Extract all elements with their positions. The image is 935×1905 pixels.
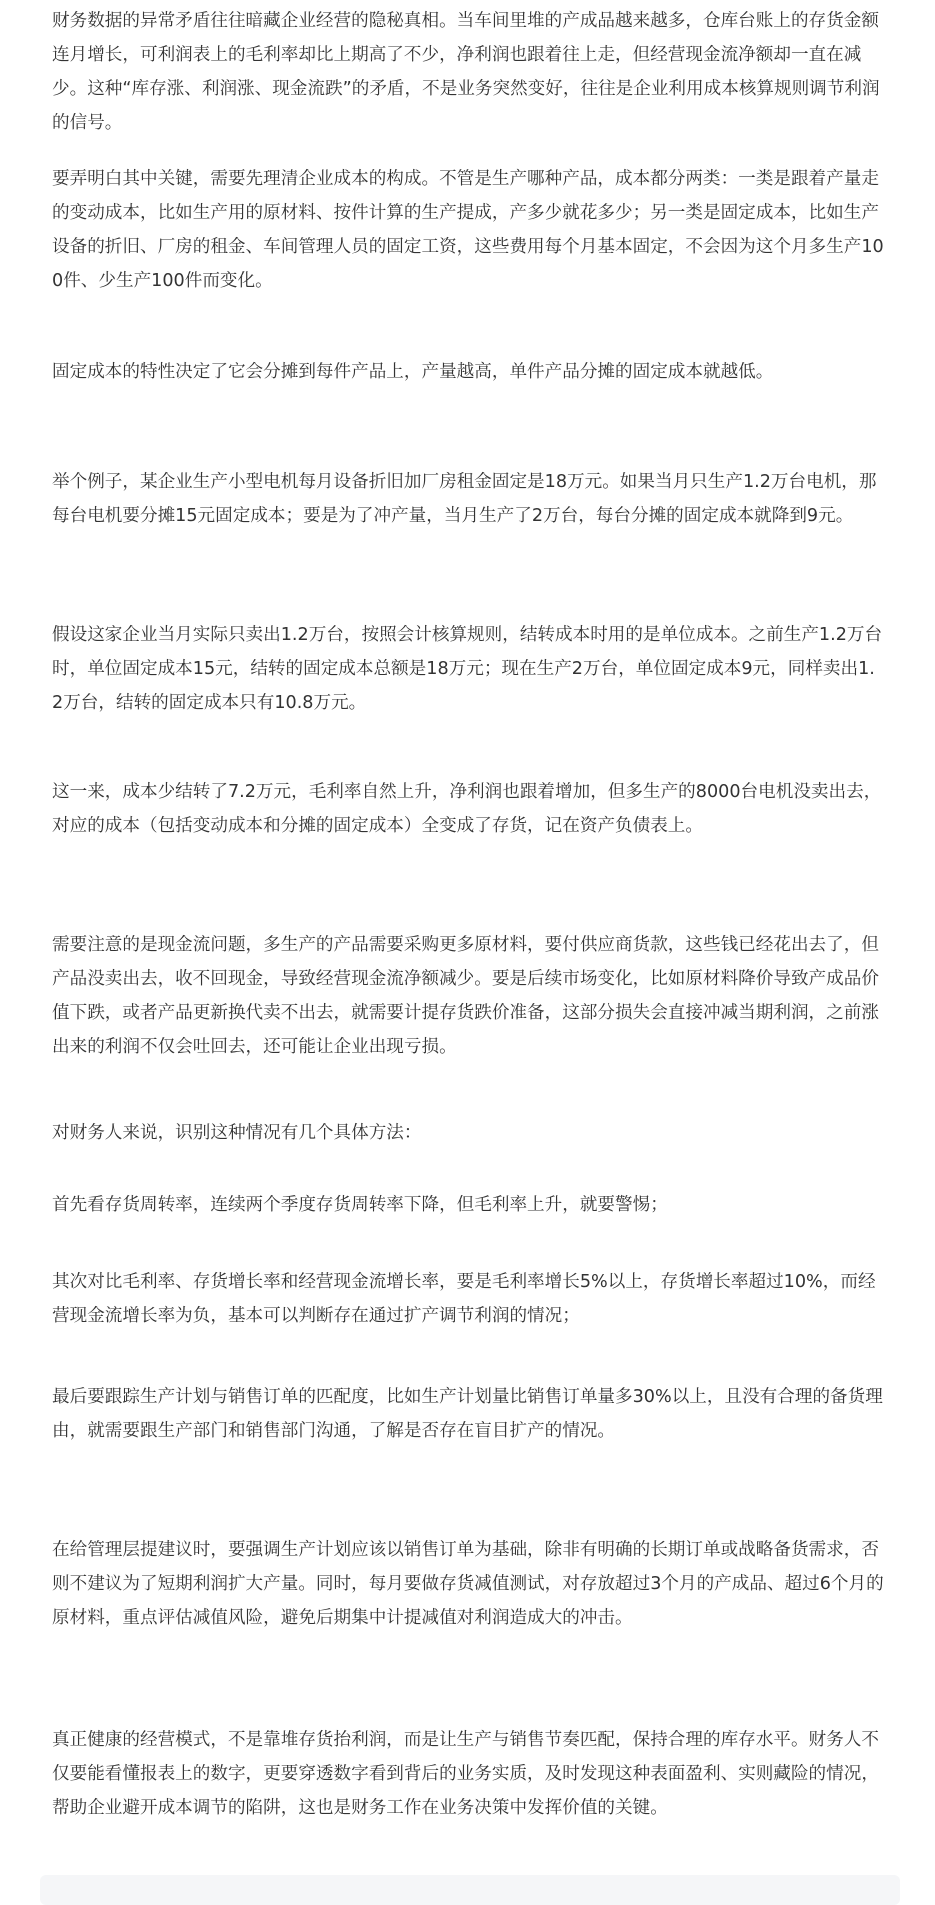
paragraph-1: 财务数据的异常矛盾往往暗藏企业经营的隐秘真相。当车间里堆的产成品越来越多，仓库台账上的存货金额连月增长，可利润表上的毛利率却比上期高了不少，净利润也跟着往上走，但经营现金流净额却一直在减少。这种“库存涨、利润涨、现金流跌”的矛盾，不是业务突然变好，往往是企业利用成本核算规则调节利润的信号。 [52, 11, 880, 133]
paragraph-12: 在给管理层提建议时，要强调生产计划应该以销售订单为基础，除非有明确的长期订单或战略备货需求，否则不建议为了短期利润扩大产量。同时，每月要做存货减值测试，对存放超过3个月的产成品、超过6个月的原材料，重点评估减值风险，避免后期集中计提减值对利润造成大的冲击。 [52, 1540, 884, 1628]
paragraph-10: 其次对比毛利率、存货增长率和经营现金流增长率，要是毛利率增长5%以上，存货增长率超过10%，而经营现金流增长率为负，基本可以判断存在通过扩产调节利润的情况； [52, 1272, 876, 1326]
paragraph-11: 最后要跟踪生产计划与销售订单的匹配度，比如生产计划量比销售订单量多30%以上，且没有合理的备货理由，就需要跟生产部门和销售部门沟通，了解是否存在盲目扩产的情况。 [52, 1387, 883, 1441]
paragraph-13: 真正健康的经营模式，不是靠堆存货抬利润，而是让生产与销售节奏匹配，保持合理的库存水平。财务人不仅要能看懂报表上的数字，更要穿透数字看到背后的业务实质，及时发现这种表面盈利、实则藏险的情况，帮助企业避开成本调节的陷阱，这也是财务工作在业务决策中发挥价值的关键。 [52, 1730, 879, 1818]
paragraph-6: 这一来，成本少结转了7.2万元，毛利率自然上升，净利润也跟着增加，但多生产的8000台电机没卖出去，对应的成本（包括变动成本和分摊的固定成本）全变成了存货，记在资产负债表上。 [52, 782, 882, 836]
paragraph-5: 假设这家企业当月实际只卖出1.2万台，按照会计核算规则，结转成本时用的是单位成本。之前生产1.2万台时，单位固定成本15元，结转的固定成本总额是18万元；现在生产2万台，单位固定成本9元，同样卖出1.2万台，结转的固定成本只有10.8万元。 [52, 625, 883, 713]
paragraph-4: 举个例子，某企业生产小型电机每月设备折旧加厂房租金固定是18万元。如果当月只生产1.2万台电机，那每台电机要分摊15元固定成本；要是为了冲产量，当月生产了2万台，每台分摊的固定成本就降到9元。 [52, 472, 877, 526]
paragraph-2: 要弄明白其中关键，需要先理清企业成本的构成。不管是生产哪种产品，成本都分两类：一类是跟着产量走的变动成本，比如生产用的原材料、按件计算的生产提成，产多少就花多少；另一类是固定成本，比如生产设备的折旧、厂房的租金、车间管理人员的固定工资，这些费用每个月基本固定，不会因为这个月多生产100件、少生产100件而变化。 [52, 169, 884, 291]
paragraph-3: 固定成本的特性决定了它会分摊到每件产品上，产量越高，单件产品分摊的固定成本就越低。 [52, 362, 774, 382]
paragraph-8: 对财务人来说，识别这种情况有几个具体方法： [52, 1123, 422, 1143]
paragraph-9: 首先看存货周转率，连续两个季度存货周转率下降，但毛利率上升，就要警惕； [52, 1195, 668, 1215]
footer-panel [40, 1875, 900, 1905]
paragraph-7: 需要注意的是现金流问题，多生产的产品需要采购更多原材料，要付供应商货款，这些钱已经花出去了，但产品没卖出去，收不回现金，导致经营现金流净额减少。要是后续市场变化，比如原材料降价导致产成品价值下跌，或者产品更新换代卖不出去，就需要计提存货跌价准备，这部分损失会直接冲减当期利润，之前涨出来的利润不仅会吐回去，还可能让企业出现亏损。 [52, 935, 879, 1057]
